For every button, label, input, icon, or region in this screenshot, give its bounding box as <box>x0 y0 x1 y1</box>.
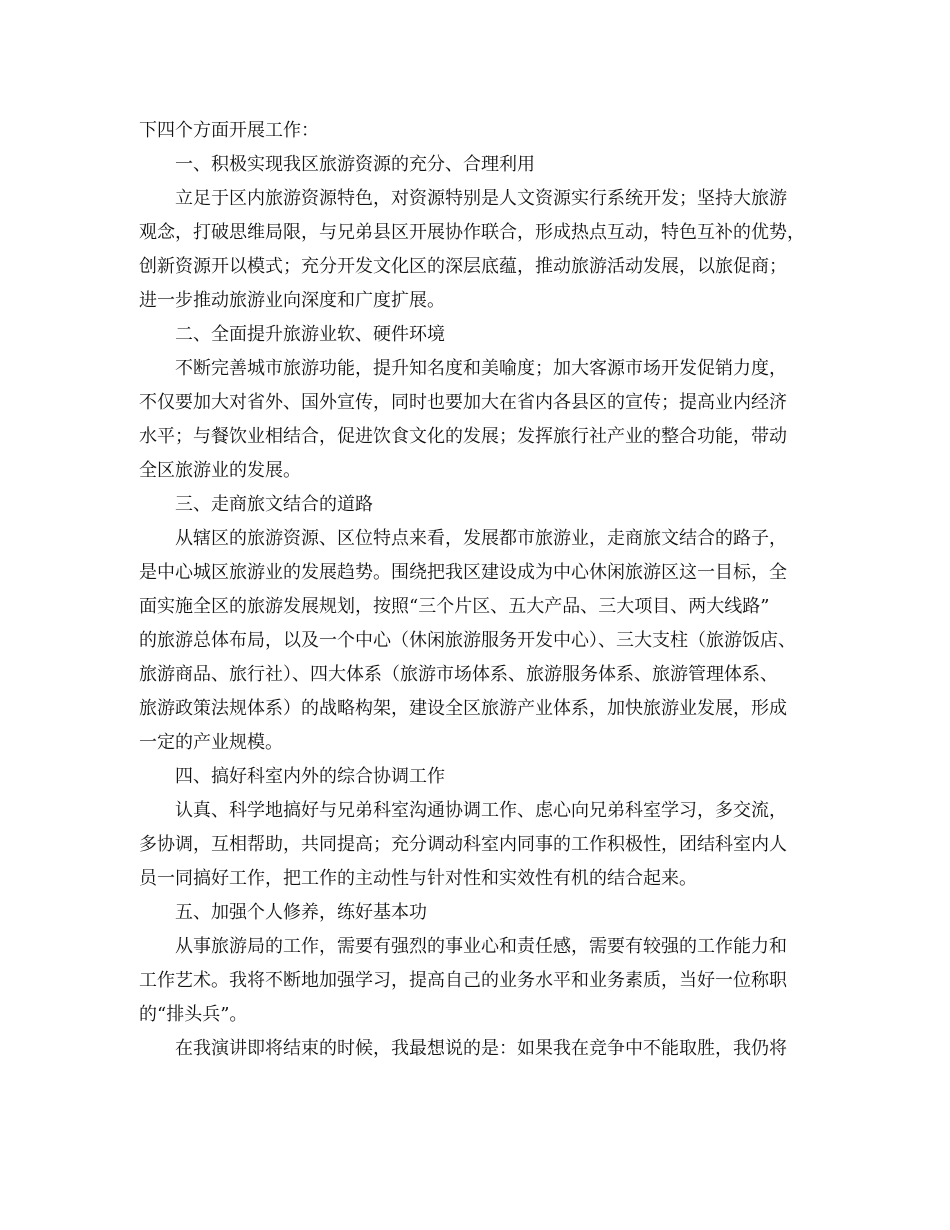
text-line: 旅游政策法规体系）的战略构架，建设全区旅游产业体系，加快旅游业发展，形成 <box>139 698 787 719</box>
section-heading: 五、加强个人修养，练好基本功 <box>175 902 427 923</box>
text-line: 工作艺术。我将不断地加强学习，提高自己的业务水平和业务素质，当好一位称职 <box>139 970 787 991</box>
section-heading: 三、走商旅文结合的道路 <box>175 494 373 515</box>
text-line: 创新资源开以模式；充分开发文化区的深层底蕴，推动旅游活动发展，以旅促商； <box>139 256 787 277</box>
text-line: 观念，打破思维局限，与兄弟县区开展协作联合，形成热点互动，特色互补的优势， <box>139 222 805 243</box>
section-heading: 四、搞好科室内外的综合协调工作 <box>175 766 445 787</box>
section-heading: 一、积极实现我区旅游资源的充分、合理利用 <box>175 154 535 175</box>
text-line: 进一步推动旅游业向深度和广度扩展。 <box>139 290 445 311</box>
text-line: 全区旅游业的发展。 <box>139 460 301 481</box>
text-line: 从事旅游局的工作，需要有强烈的事业心和责任感，需要有较强的工作能力和 <box>175 936 787 957</box>
text-line: 一定的产业规模。 <box>139 732 283 753</box>
text-line: 在我演讲即将结束的时候，我最想说的是：如果我在竞争中不能取胜，我仍将 <box>175 1038 787 1059</box>
text-line: 旅游商品、旅行社）、四大体系（旅游市场体系、旅游服务体系、旅游管理体系、 <box>139 664 778 685</box>
text-line: 认真、科学地搞好与兄弟科室沟通协调工作、虑心向兄弟科室学习，多交流， <box>175 800 787 821</box>
text-line: 立足于区内旅游资源特色，对资源特别是人文资源实行系统开发；坚持大旅游 <box>175 188 787 209</box>
text-line: 员一同搞好工作，把工作的主动性与针对性和实效性有机的结合起来。 <box>139 868 697 889</box>
text-line: 水平；与餐饮业相结合，促进饮食文化的发展；发挥旅行社产业的整合功能，带动 <box>139 426 787 447</box>
text-line: 下四个方面开展工作： <box>139 120 319 141</box>
text-line: 面实施全区的旅游发展规划，按照“三个片区、五大产品、三大项目、两大线路” <box>139 596 770 617</box>
text-line: 不断完善城市旅游功能，提升知名度和美喻度；加大客源市场开发促销力度， <box>175 358 787 379</box>
text-line: 从辖区的旅游资源、区位特点来看，发展都市旅游业，走商旅文结合的路子， <box>175 528 787 549</box>
text-line: 的旅游总体布局，以及一个中心（休闲旅游服务开发中心）、三大支柱（旅游饭店、 <box>139 630 796 651</box>
text-line: 是中心城区旅游业的发展趋势。围绕把我区建设成为中心休闲旅游区这一目标，全 <box>139 562 787 583</box>
text-line: 多协调，互相帮助，共同提高；充分调动科室内同事的工作积极性，团结科室内人 <box>139 834 787 855</box>
text-line: 的“排头兵”。 <box>139 1004 248 1025</box>
section-heading: 二、全面提升旅游业软、硬件环境 <box>175 324 445 345</box>
text-line: 不仅要加大对省外、国外宣传，同时也要加大在省内各县区的宣传；提高业内经济 <box>139 392 787 413</box>
